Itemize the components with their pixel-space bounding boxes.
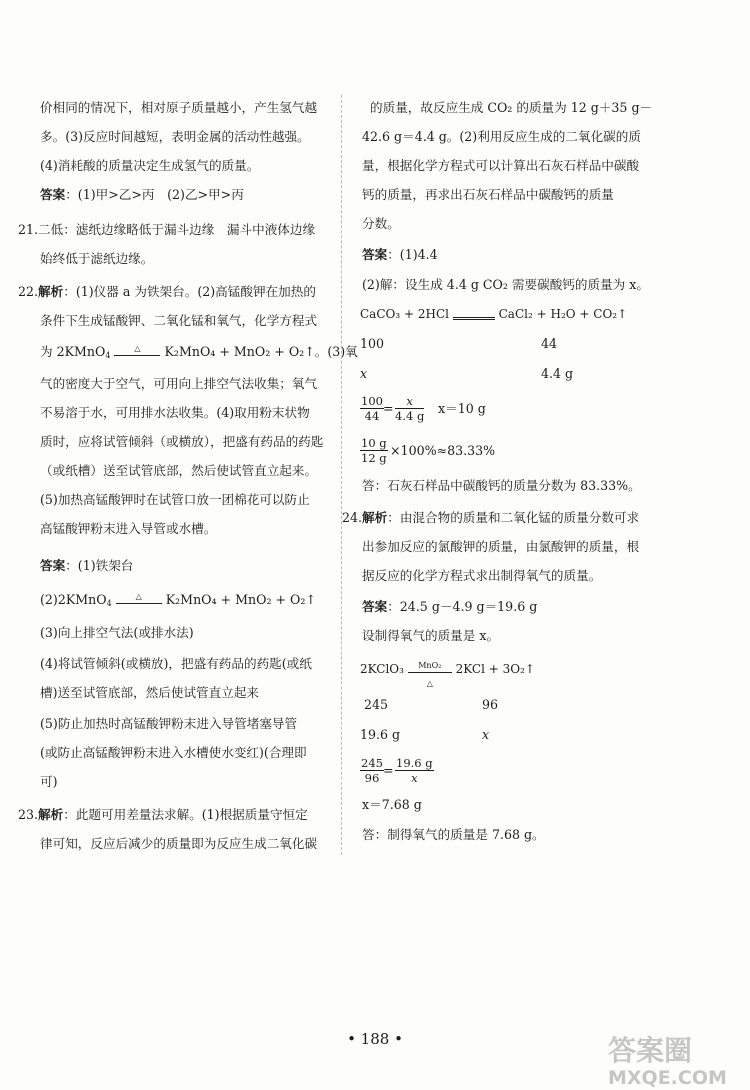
question-23-line: [18, 806, 308, 824]
equation-text: CaCO₃ + 2HCl: [360, 307, 449, 321]
mass-value: 100: [360, 336, 385, 351]
answer-text: ：(1)铁架台: [65, 558, 134, 573]
text-line: 答：石灰石样品中碳酸钙的质量分数为 83.33%。: [362, 478, 641, 493]
catalyst-label: MnO₂: [418, 660, 442, 670]
equation-text: 2KClO₃: [360, 662, 404, 676]
question-24-line: [342, 509, 639, 527]
numerator: 245: [361, 756, 383, 770]
equation-text: K₂MnO₄ + MnO₂ + O₂↑。(3)氧: [164, 344, 358, 359]
reaction-equals: [453, 308, 495, 322]
column-divider: [341, 95, 342, 855]
numerator: 100: [361, 394, 383, 408]
question-number: 23.: [18, 807, 39, 822]
text-line: 高锰酸钾粉末进入导管或水槽。: [40, 521, 217, 536]
text-line: 可): [40, 774, 58, 789]
answer-label: 答案: [362, 599, 388, 614]
equation-line: (2)2KMnO$_4$ △ K₂MnO₄ + MnO₂ + O₂↑: [40, 591, 316, 613]
answer-line: [362, 246, 438, 264]
fraction: [360, 756, 384, 785]
denominator: 44: [364, 409, 380, 423]
text-line: (4)将试管倾斜(或横放)，把盛有药品的药匙(或纸: [40, 656, 312, 671]
denominator: 4.4 g: [395, 409, 425, 423]
text-line: 槽)送至试管底部，然后使试管直立起来: [40, 685, 260, 700]
text-line: (或防止高锰酸钾粉末进入水槽使水变红)(合理即: [40, 745, 307, 760]
heat-symbol: △: [426, 678, 433, 688]
text-line: 质时，应将试管倾斜（或横放），把盛有药品的药匙: [40, 434, 324, 449]
answer-text: ：24.5 g－4.9 g＝19.6 g: [387, 599, 538, 614]
denominator: x: [411, 771, 418, 785]
text-line: (3)向上排空气法(或排水法): [40, 625, 194, 640]
numerator: 19.6 g: [396, 756, 433, 770]
answer-label: 答案: [362, 247, 388, 262]
fraction: [360, 436, 388, 465]
text-line: 钙的质量，再求出石灰石样品中碳酸钙的质量: [362, 187, 614, 202]
mass-value: x: [360, 366, 368, 381]
equation-text: 2KCl + 3O₂↑: [455, 662, 535, 676]
fraction: [395, 394, 424, 423]
answer-line: [40, 186, 244, 204]
denominator: 12 g: [361, 451, 387, 465]
question-number: 24.: [342, 510, 363, 525]
text-line: 设制得氧气的质量是 x。: [362, 628, 500, 643]
question-21-line: 21.二低：滤纸边缘略低于漏斗边缘 漏斗中液体边缘: [18, 222, 316, 237]
mass-value: 4.4 g: [541, 366, 574, 381]
text-line: 条件下生成锰酸钾、二氧化锰和氧气，化学方程式: [40, 313, 318, 328]
fraction: [360, 394, 384, 423]
answer-label: 答案: [40, 558, 66, 573]
numerator: x: [395, 394, 424, 409]
text-line: (4)消耗酸的质量决定生成氢气的质量。: [40, 158, 260, 173]
text-line: 量，根据化学方程式可以计算出石灰石样品中碳酸: [362, 158, 640, 173]
result-text: x＝10 g: [438, 401, 486, 416]
heat-symbol: △: [134, 343, 141, 353]
watermark-line-1: 答案圈: [608, 1034, 693, 1067]
text-line: 不易溶于水，可用排水法收集。(4)取用粉末状物: [40, 405, 310, 420]
answer-label: 答案: [40, 187, 66, 202]
equals-sign: =: [383, 763, 394, 778]
equation-text: CaCl₂ + H₂O + CO₂↑: [498, 307, 628, 321]
reaction-arrow: [116, 591, 162, 608]
reaction-arrow: [114, 343, 160, 360]
answer-text: ：(1)4.4: [387, 247, 438, 262]
text-line: 始终低于滤纸边缘。: [40, 251, 154, 266]
text: ：由混合物的质量和二氧化锰的质量分数可求: [387, 510, 640, 525]
result-text: x＝7.68 g: [362, 797, 422, 812]
text-line: 据反应的化学方程式求出制得氧气的质量。: [362, 568, 602, 583]
text: ：此题可用差量法求解。(1)根据质量守恒定: [63, 807, 308, 822]
fraction: [395, 756, 434, 785]
text-line: 42.6 g＝4.4 g。(2)利用反应生成的二氧化碳的质: [362, 129, 641, 144]
answer-line: [362, 598, 537, 616]
mass-value: 245: [364, 697, 389, 712]
text-line: 出参加反应的氯酸钾的质量，由氯酸钾的质量，根: [362, 539, 640, 554]
equals-sign: =: [383, 401, 394, 416]
answer-text: ：(1)甲>乙>丙 (2)乙>甲>丙: [65, 187, 244, 202]
text-line: 答：制得氧气的质量是 7.68 g。: [362, 827, 545, 842]
text-line: 价相同的情况下，相对原子质量越小，产生氢气越: [40, 100, 318, 115]
reaction-arrow: [408, 660, 452, 688]
mass-value: 44: [541, 336, 558, 351]
denominator: 96: [364, 771, 380, 785]
page-number: • 188 •: [347, 1030, 403, 1048]
result-text: ×100%≈83.33%: [390, 443, 496, 458]
equation-text: 为 2KMnO: [40, 344, 106, 359]
mass-value: 19.6 g: [360, 727, 401, 742]
text-line: 的质量，故反应生成 CO₂ 的质量为 12 g＋35 g－: [370, 100, 653, 115]
watermark-logo: [600, 1028, 750, 1090]
text-line: (5)加热高锰酸钾时在试管口放一团棉花可以防止: [40, 492, 310, 507]
equation-text: K₂MnO₄ + MnO₂ + O₂↑: [165, 592, 316, 607]
equation-line: [360, 660, 535, 688]
text-line: (5)防止加热时高锰酸钾粉末进入导管堵塞导管: [40, 716, 298, 731]
heat-symbol: △: [135, 591, 142, 601]
equation-line: 为 2KMnO$_4$ △ K₂MnO₄ + MnO₂ + O₂↑。(3)氧: [40, 343, 358, 365]
text-line: 律可知，反应后减少的质量即为反应生成二氧化碳: [40, 836, 318, 851]
analysis-label: 解析: [38, 284, 64, 299]
text-line: (2)解：设生成 4.4 g CO₂ 需要碳酸钙的质量为 x。: [362, 277, 649, 292]
watermark-line-2: MXQE.COM: [608, 1067, 727, 1089]
equation-line: [360, 305, 627, 323]
analysis-label: 解析: [362, 510, 388, 525]
question-number: 22.: [18, 284, 39, 299]
text: ：(1)仪器 a 为铁架台。(2)高锰酸钾在加热的: [63, 284, 316, 299]
numerator: 10 g: [361, 436, 387, 450]
mass-value: x: [482, 727, 490, 742]
mass-value: 96: [482, 697, 499, 712]
text-line: （或纸槽）送至试管底部，然后使试管直立起来。: [40, 463, 318, 478]
text-line: 多。(3)反应时间越短，表明金属的活动性越强。: [40, 129, 310, 144]
answer-line: [40, 557, 133, 575]
equation-text: (2)2KMnO: [40, 592, 107, 607]
question-22-line: [18, 283, 316, 301]
text-line: 分数。: [362, 216, 400, 231]
text-line: 气的密度大于空气，可用向上排空气法收集；氧气: [40, 376, 318, 391]
analysis-label: 解析: [38, 807, 64, 822]
